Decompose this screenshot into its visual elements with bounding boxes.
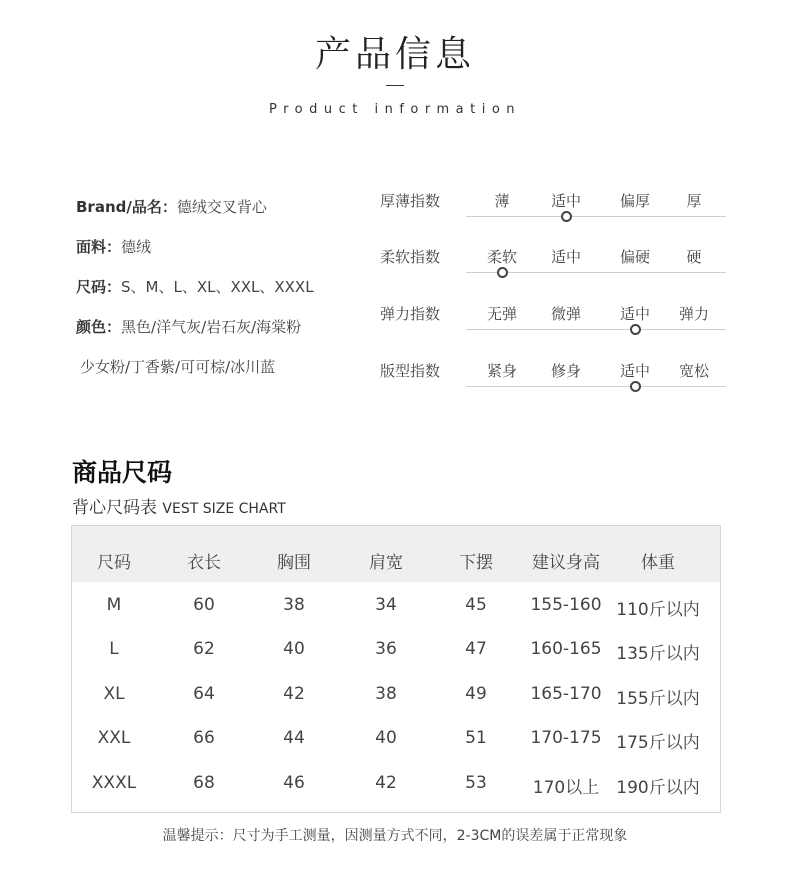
index-option: 适中 [619, 305, 650, 323]
table-cell: 170以上 [532, 778, 600, 798]
index-option: 修身 [550, 362, 581, 380]
info-value: 德绒 [121, 238, 152, 256]
table-cell: XL [103, 684, 125, 704]
table-cell: 155斤以内 [616, 689, 700, 709]
index-label: 版型指数 [380, 362, 441, 380]
index-option: 无弹 [486, 305, 517, 323]
table-cell: 135斤以内 [616, 644, 700, 664]
table-cell: 155-160 [530, 595, 602, 615]
table-cell: 110斤以内 [616, 600, 700, 620]
info-label: 尺码： [76, 278, 122, 296]
size-section-subtitle [72, 493, 286, 518]
table-cell: 160-165 [530, 639, 602, 659]
index-track [466, 216, 726, 217]
info-label: 颜色： [76, 318, 122, 336]
info-label: Brand/品名： [76, 198, 177, 216]
table-cell: M [106, 595, 122, 615]
table-cell: 38 [283, 595, 305, 615]
index-track [466, 386, 726, 387]
index-option: 偏硬 [619, 248, 650, 266]
table-cell: 42 [283, 684, 305, 704]
table-cell: 60 [193, 595, 215, 615]
subtitle-cn: 背心尺码表 [72, 498, 157, 518]
index-option: 薄 [494, 192, 510, 210]
size-chart-table [71, 525, 721, 813]
table-cell: 190斤以内 [616, 778, 700, 798]
column-header: 体重 [641, 553, 675, 573]
index-option: 宽松 [678, 362, 709, 380]
table-cell: 44 [283, 728, 305, 748]
info-fabric [76, 236, 151, 257]
index-option: 弹力 [678, 305, 709, 323]
index-label: 柔软指数 [380, 248, 441, 266]
table-cell: 45 [465, 595, 487, 615]
index-marker [561, 211, 572, 222]
table-cell: 49 [465, 684, 487, 704]
table-cell: 51 [465, 728, 487, 748]
info-color [76, 316, 301, 337]
info-value: 德绒交叉背心 [176, 198, 267, 216]
index-option: 柔软 [486, 248, 517, 266]
table-cell: 42 [375, 773, 397, 793]
table-cell: 175斤以内 [616, 733, 700, 753]
footnote: 温馨提示：尺寸为手工测量，因测量方式不同，2-3CM的误差属于正常现象 [162, 828, 628, 844]
table-cell: 40 [375, 728, 397, 748]
index-option: 厚 [686, 192, 702, 210]
column-header: 建议身高 [532, 553, 600, 573]
table-cell: 66 [193, 728, 215, 748]
index-label: 厚薄指数 [380, 192, 441, 210]
table-cell: 68 [193, 773, 215, 793]
info-value: 黑色/洋气灰/岩石灰/海棠粉 [121, 318, 302, 336]
column-header: 衣长 [187, 553, 221, 573]
index-option: 适中 [550, 192, 581, 210]
index-marker [630, 381, 641, 392]
index-option: 偏厚 [619, 192, 650, 210]
table-cell: XXXL [91, 773, 137, 793]
table-cell: 36 [375, 639, 397, 659]
info-size [76, 276, 314, 297]
table-cell: 38 [375, 684, 397, 704]
title-divider [386, 85, 404, 86]
table-cell: 165-170 [530, 684, 602, 704]
info-value: S、M、L、XL、XXL、XXXL [121, 278, 314, 296]
column-header: 胸围 [277, 553, 311, 573]
table-cell: 46 [283, 773, 305, 793]
info-value: 少女粉/丁香紫/可可棕/冰川蓝 [80, 358, 276, 376]
index-marker [630, 324, 641, 335]
page-subtitle: Product information [268, 102, 522, 117]
table-cell: L [109, 639, 119, 659]
column-header: 肩宽 [369, 553, 403, 573]
table-cell: 53 [465, 773, 487, 793]
subtitle-en: VEST SIZE CHART [162, 501, 286, 517]
info-color-continued [80, 356, 275, 377]
index-label: 弹力指数 [380, 305, 441, 323]
table-cell: 34 [375, 595, 397, 615]
table-cell: XXL [97, 728, 131, 748]
table-cell: 62 [193, 639, 215, 659]
index-track [466, 329, 726, 330]
index-marker [497, 267, 508, 278]
table-cell: 64 [193, 684, 215, 704]
size-section-title: 商品尺码 [72, 458, 173, 487]
column-header: 尺码 [97, 553, 131, 573]
table-cell: 170-175 [530, 728, 602, 748]
column-header: 下摆 [459, 553, 493, 573]
info-brand [76, 196, 267, 217]
info-label: 面料： [76, 238, 122, 256]
index-option: 紧身 [486, 362, 517, 380]
index-option: 适中 [619, 362, 650, 380]
table-cell: 47 [465, 639, 487, 659]
index-option: 适中 [550, 248, 581, 266]
index-option: 硬 [686, 248, 702, 266]
index-option: 微弹 [550, 305, 581, 323]
page-title: 产品信息 [314, 34, 475, 75]
table-cell: 40 [283, 639, 305, 659]
